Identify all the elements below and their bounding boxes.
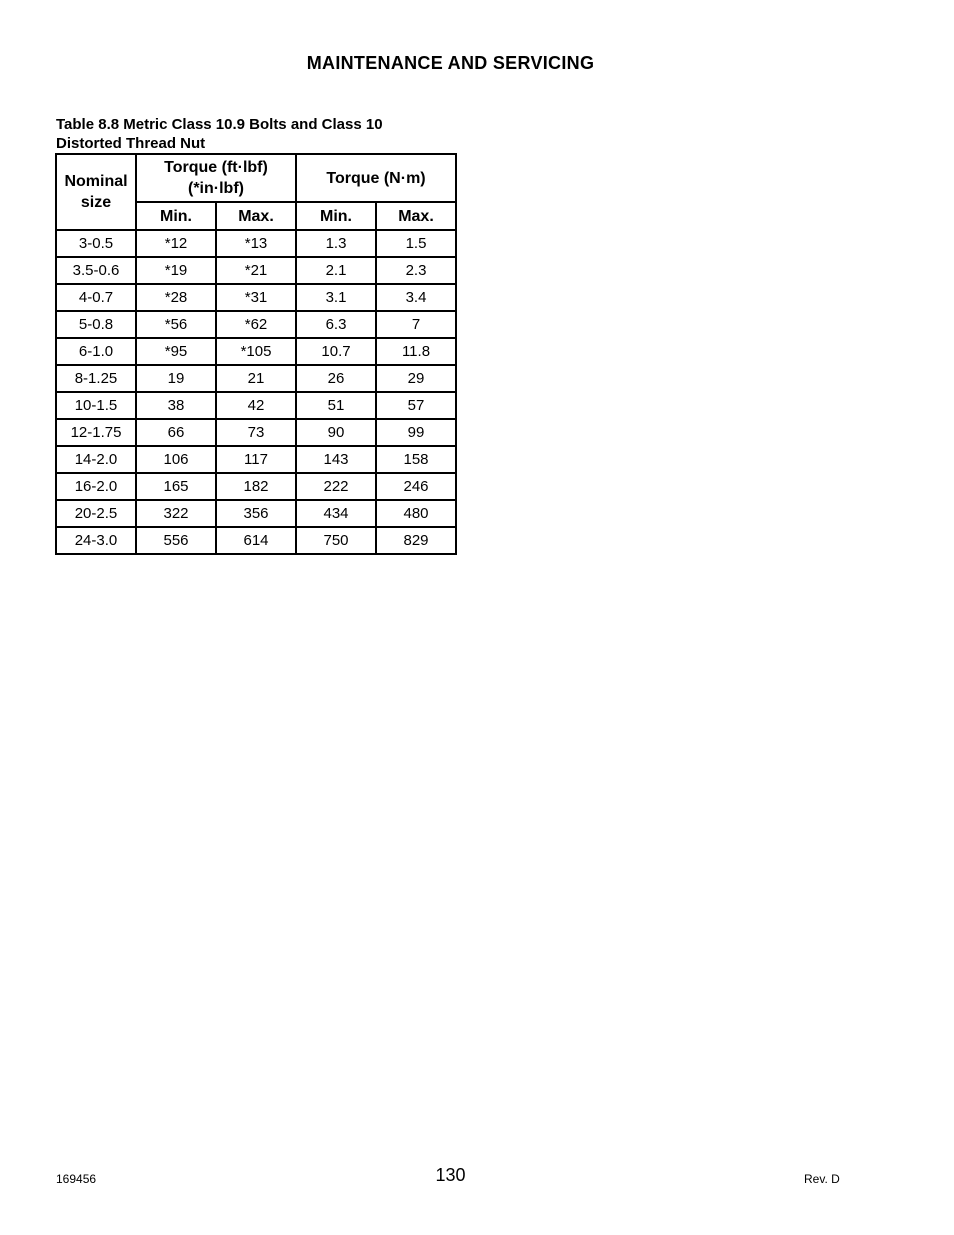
table-cell: 12-1.75	[56, 419, 136, 446]
table-caption-line2: Distorted Thread Nut	[56, 135, 206, 152]
table-cell: 614	[216, 527, 296, 554]
table-cell: 165	[136, 473, 216, 500]
table-cell: 51	[296, 392, 376, 419]
table-cell: 26	[296, 365, 376, 392]
table-cell: 2.1	[296, 257, 376, 284]
sub-header-min-imperial: Min.	[136, 202, 216, 230]
page-header-title: MAINTENANCE AND SERVICING	[306, 53, 595, 73]
table-cell: 42	[216, 392, 296, 419]
table-row	[56, 284, 456, 311]
table-cell: 10-1.5	[56, 392, 136, 419]
col-header-torque-metric: Torque (N·m)	[296, 154, 456, 202]
sub-header-max-imperial: Max.	[216, 202, 296, 230]
table-cell: 73	[216, 419, 296, 446]
table-cell: 117	[216, 446, 296, 473]
table-row	[56, 392, 456, 419]
table-cell: *31	[216, 284, 296, 311]
table-cell: 556	[136, 527, 216, 554]
table-cell: 4-0.7	[56, 284, 136, 311]
table-cell: 38	[136, 392, 216, 419]
table-caption	[56, 115, 456, 153]
table-row	[56, 527, 456, 554]
table-caption-line1: Table 8.8 Metric Class 10.9 Bolts and Class 10	[56, 116, 383, 133]
table-cell: *56	[136, 311, 216, 338]
table-row	[56, 338, 456, 365]
table-cell: 8-1.25	[56, 365, 136, 392]
table-cell: 322	[136, 500, 216, 527]
table-cell: 246	[376, 473, 456, 500]
sub-header-max-metric: Max.	[376, 202, 456, 230]
table-cell: 90	[296, 419, 376, 446]
sub-header-min-metric: Min.	[296, 202, 376, 230]
table-cell: 24-3.0	[56, 527, 136, 554]
table-cell: 14-2.0	[56, 446, 136, 473]
table-cell: 29	[376, 365, 456, 392]
table-cell: *21	[216, 257, 296, 284]
table-cell: 3-0.5	[56, 230, 136, 257]
table-cell: 66	[136, 419, 216, 446]
table-cell: 1.3	[296, 230, 376, 257]
table-cell: 7	[376, 311, 456, 338]
table-cell: 21	[216, 365, 296, 392]
table-cell: 222	[296, 473, 376, 500]
table-cell: 434	[296, 500, 376, 527]
table-cell: 11.8	[376, 338, 456, 365]
table-cell: *28	[136, 284, 216, 311]
table-cell: 182	[216, 473, 296, 500]
table-row	[56, 446, 456, 473]
table-cell: *12	[136, 230, 216, 257]
table-cell: 16-2.0	[56, 473, 136, 500]
table-cell: 1.5	[376, 230, 456, 257]
doc-number: 169456	[56, 1172, 97, 1186]
table-cell: *13	[216, 230, 296, 257]
table-cell: *95	[136, 338, 216, 365]
table-cell: 356	[216, 500, 296, 527]
table-cell: 143	[296, 446, 376, 473]
table-row	[56, 311, 456, 338]
table-row	[56, 257, 456, 284]
col-header-torque-imperial: Torque (ft·lbf)(*in·lbf)	[136, 154, 296, 202]
table-cell: *62	[216, 311, 296, 338]
table-body	[56, 230, 456, 554]
table-cell: 3.5-0.6	[56, 257, 136, 284]
table-cell: 10.7	[296, 338, 376, 365]
table-cell: 3.1	[296, 284, 376, 311]
page-number: 130	[435, 1165, 466, 1185]
table-cell: 57	[376, 392, 456, 419]
table-cell: 106	[136, 446, 216, 473]
torque-table	[55, 153, 457, 555]
table-cell: 6.3	[296, 311, 376, 338]
revision-label: Rev. D	[804, 1172, 840, 1186]
table-cell: 5-0.8	[56, 311, 136, 338]
col-header-nominal-size: Nominal size	[56, 154, 136, 230]
table-cell: 158	[376, 446, 456, 473]
table-row	[56, 419, 456, 446]
table-cell: 99	[376, 419, 456, 446]
table-cell: 20-2.5	[56, 500, 136, 527]
table-cell: 480	[376, 500, 456, 527]
table-cell: 829	[376, 527, 456, 554]
table-cell: 750	[296, 527, 376, 554]
table-cell: 6-1.0	[56, 338, 136, 365]
table-cell: *19	[136, 257, 216, 284]
table-row	[56, 230, 456, 257]
table-row	[56, 500, 456, 527]
table-row	[56, 365, 456, 392]
table-cell: 3.4	[376, 284, 456, 311]
table-cell: 2.3	[376, 257, 456, 284]
table-row	[56, 473, 456, 500]
table-cell: *105	[216, 338, 296, 365]
table-cell: 19	[136, 365, 216, 392]
